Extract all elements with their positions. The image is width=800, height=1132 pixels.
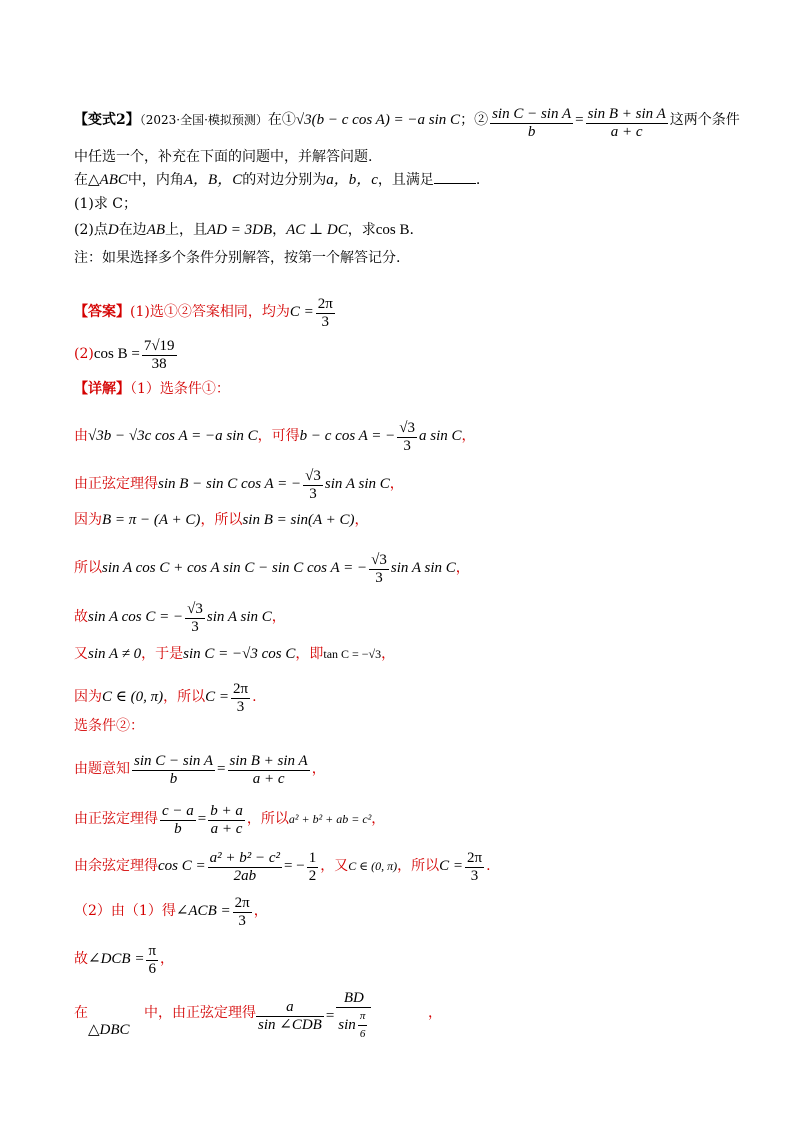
detail-step-4: 所以sin A cos C + cos A sin C − sin C cos A = − $\frac{√3}{3}$ sin A sin C， — [74, 552, 470, 586]
detail-step-11: 故∠DCB = $\frac{\pi}{6}$ ， — [74, 943, 175, 977]
answer-blank — [434, 171, 476, 184]
answer-tag: 【答案】 — [74, 304, 130, 320]
answer-c-fraction: $\frac{2\pi}{3}$ — [317, 296, 333, 330]
note-line: 注：如果选择多个条件分别解答，按第一个解答记分. — [74, 250, 401, 266]
variant-header: 【变式2】（2023·全国·模拟预测）在①√3(b − c cos A) = −a sin C；② $\frac{\text{sin C − sin A}}{b}$ = $\frac{\text{sin B + sin A}}{a + c}$ 这两个条件 — [74, 106, 740, 140]
condition-2-left: $\frac{\text{sin C − sin A}}{b}$ — [492, 106, 572, 140]
condition-2-right: $\frac{\text{sin B + sin A}}{a + c}$ — [587, 106, 666, 140]
detail-step-6: 又sin A ≠ 0，于是sin C = −√3 cos C，即tan C = −√3， — [74, 646, 396, 662]
answer-line-1: 【答案】(1)选①②答案相同，均为C = $\frac{2\pi}{3}$ — [74, 296, 333, 330]
condition-1: √3(b − c cos A) = −a sin C — [295, 112, 461, 128]
detail-step-1: 由√3b − √3c cos A = −a sin C，可得b − c cos A = − $\frac{√3}{3}$ a sin C， — [74, 420, 476, 454]
detail-step-2: 由正弦定理得sin B − sin C cos A = − $\frac{√3}{3}$ sin A sin C， — [74, 468, 404, 502]
detail-step-3: 因为B = π − (A + C)，所以sin B = sin(A + C)， — [74, 512, 369, 528]
detail-step-10: 由余弦定理得cos C = $\frac{\text{a² + b² − c²}}{2ab}$ = − $\frac{1}{2}$ ，又C ∈ (0, π)，所以C = $\frac{2\pi}{3}$ . — [74, 850, 491, 884]
question-1: (1)求 C； — [74, 196, 137, 212]
detail-step-5: 故sin A cos C = − $\frac{√3}{3}$ sin A sin C， — [74, 601, 286, 635]
detail-step-12: 在 △DBC 中，由正弦定理得 $\frac{a}{\text{sin ∠CDB}}$ = BD sin $\frac{\pi}{6}$ ， — [74, 990, 442, 1040]
question-2: (2)点D在边AB上，且AD = 3DB，AC ⊥ DC，求cos B. — [74, 222, 414, 238]
detail-step-9: 由正弦定理得 $\frac{c - a}{b}$ = $\frac{b + a}{a + c}$ ，所以a² + b² + ab = c²， — [74, 803, 386, 837]
tail-text: 这两个条件 — [669, 112, 740, 128]
lead-text: 在① — [267, 112, 296, 128]
answer-line-2: (2)cos B = $\frac{7√19}{38}$ — [74, 338, 175, 372]
variant-tag: 【变式2】 — [74, 112, 140, 128]
detail-cond-2-header: 选条件②： — [74, 718, 144, 734]
detail-tag: 【详解】 — [74, 381, 130, 397]
problem-line-3: 在△ABC中，内角A，B，C的对边分别为a，b，c，且满足 . — [74, 172, 481, 188]
detail-step-8: 由题意知 $\frac{\text{sin C − sin A}}{b}$ = $\frac{\text{sin B + sin A}}{a + c}$ ， — [74, 753, 326, 787]
detail-step-7: 因为C ∈ (0, π)，所以C = $\frac{2\pi}{3}$ . — [74, 681, 257, 715]
detail-header: 【详解】（1）选条件①： — [74, 381, 230, 397]
sep-text: ；② — [460, 112, 489, 128]
triangle-dbc: △DBC — [88, 1022, 130, 1038]
answer-cosb-fraction: $\frac{7√19}{38}$ — [143, 338, 175, 372]
variant-source: （2023·全国·模拟预测） — [139, 113, 268, 127]
detail-part-2: （2）由（1）得∠ACB = $\frac{2\pi}{3}$ ， — [74, 895, 268, 929]
problem-line-2: 中任选一个，补充在下面的问题中，并解答问题. — [74, 149, 373, 165]
